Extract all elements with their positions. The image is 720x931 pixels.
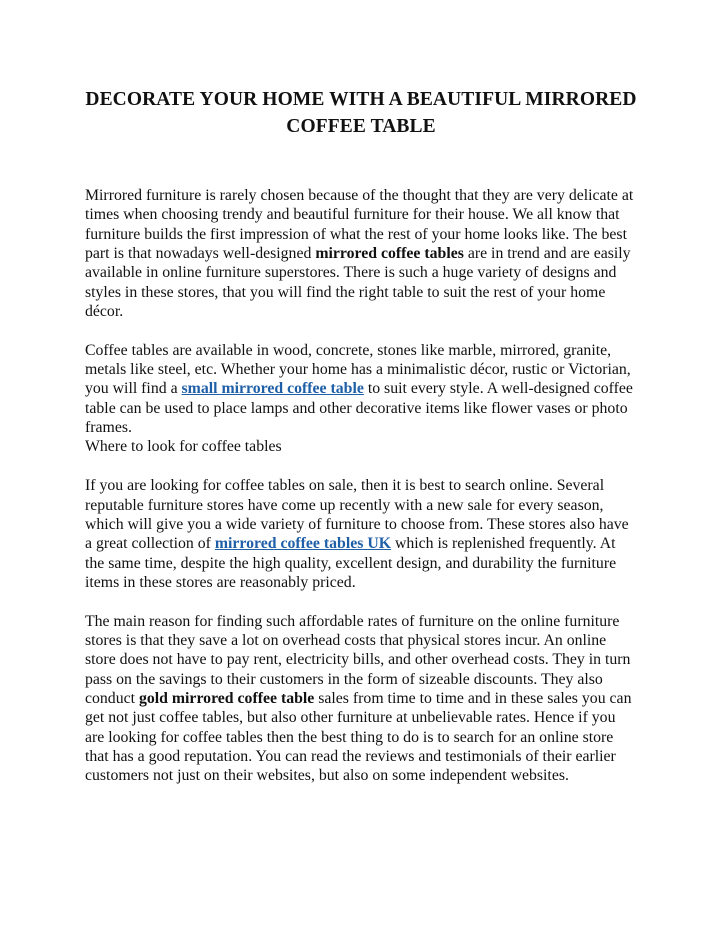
- title-line-1: DECORATE YOUR HOME WITH A BEAUTIFUL MIRRORED: [85, 89, 637, 110]
- paragraph-sales-text-2: which is replenished frequently. At the same time, despite the high quality, excellent design, and durability the furniture items in these stores are reasonably priced.: [85, 535, 617, 591]
- subheading-where-to-look: Where to look for coffee tables: [85, 438, 282, 456]
- paragraph-intro: [85, 186, 637, 321]
- paragraph-affordable-text-2: sales from time to time and in these sales you can get not just coffee tables, but also other furniture at unbelievable rates. Hence if you are looking for coffee tables then the best thing to do is to search for an online store that has a good reputation. You can read the reviews and testimonials of their earlier customers not just on their websites, but also on some independent websites.: [85, 689, 632, 785]
- title-line-2: COFFEE TABLE: [286, 116, 436, 137]
- paragraph-materials: [85, 341, 637, 438]
- link-small-mirrored-coffee-table[interactable]: small mirrored coffee table: [181, 380, 364, 398]
- paragraph-affordable-text-1: The main reason for finding such affordable rates of furniture on the online furniture stores is that they save a lot on overhead costs that physical stores incur. An online store does not have to pay rent, electricity bills, and other overhead costs. They in turn pass on the savings to their customers in the form of sizeable discounts. They also conduct: [85, 612, 631, 707]
- document-title: [85, 86, 637, 140]
- link-mirrored-coffee-tables-uk[interactable]: mirrored coffee tables UK: [214, 535, 392, 553]
- paragraph-materials-text-1: Coffee tables are available in wood, concrete, stones like marble, mirrored, granite, metals like steel, etc. Whether your home has a minimalistic décor, rustic or Victorian, you will find a: [85, 341, 631, 398]
- paragraph-sales: [85, 476, 637, 592]
- paragraph-intro-text-1: Mirrored furniture is rarely chosen because of the thought that they are very delicate at times when choosing trendy and beautiful furniture for their house. We all know that furniture builds the first impression of what the rest of your home looks like. The best part is that nowadays well-designed: [85, 187, 634, 263]
- paragraph-intro-text-2: are in trend and are easily available in online furniture superstores. There is such a huge variety of designs and styles in these stores, that you will find the right table to suit the rest of your home décor.: [85, 245, 631, 321]
- bold-mirrored-coffee-tables: mirrored coffee tables: [315, 245, 464, 263]
- paragraph-affordable-rates: [85, 612, 637, 786]
- document-body: [85, 186, 637, 786]
- bold-gold-mirrored-coffee-table: gold mirrored coffee table: [138, 689, 315, 707]
- paragraph-sales-text-1: If you are looking for coffee tables on sale, then it is best to search online. Several reputable furniture stores have come up recently with a new sale for every season, which will give you a wide variety of furniture to choose from. These stores also have a great collection of: [85, 477, 629, 553]
- document-page: [85, 86, 637, 805]
- paragraph-materials-text-2: to suit every style. A well-designed coffee table can be used to place lamps and other decorative items like flower vases or photo frames.: [85, 380, 633, 437]
